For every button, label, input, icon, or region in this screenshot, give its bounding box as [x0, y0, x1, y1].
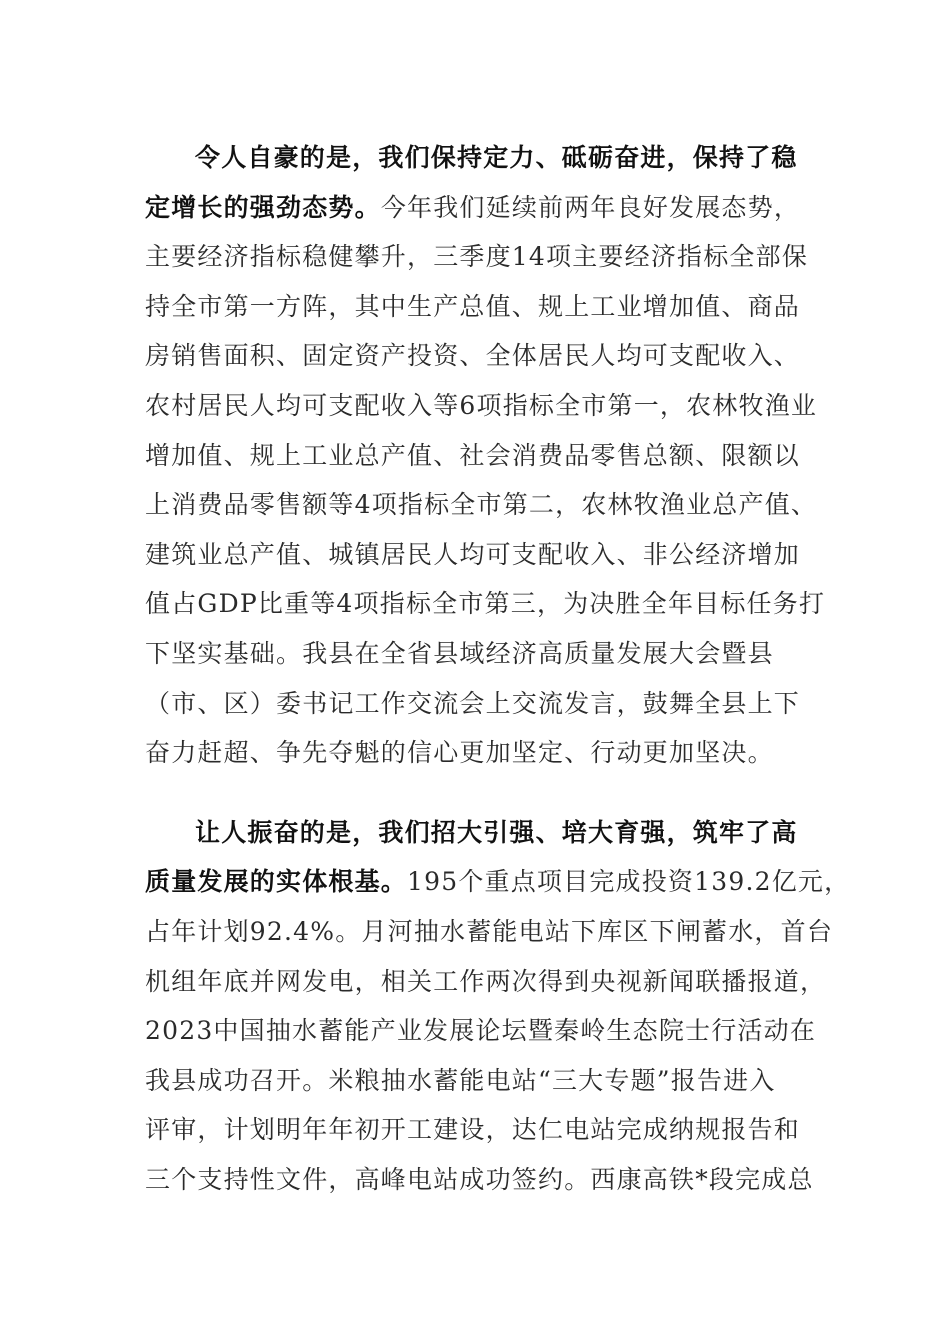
body-text: 持全市第一方阵，其中生产总值、规上工业增加值、商品	[145, 291, 801, 321]
text-line	[145, 1155, 815, 1205]
body-text: （市、区）委书记工作交流会上交流发言，鼓舞全县上下	[145, 688, 801, 718]
text-line	[145, 1006, 815, 1056]
body-text: 三个支持性文件，高峰电站成功签约。西康高铁*段完成总	[145, 1164, 814, 1194]
body-text: 195个重点项目完成投资139.2亿元，	[407, 867, 851, 897]
text-line	[145, 728, 815, 778]
text-line	[145, 579, 826, 629]
text-line	[145, 957, 827, 1007]
text-line	[145, 232, 815, 282]
paragraph	[145, 808, 851, 1205]
body-text: 值占GDP比重等4项指标全市第三，为决胜全年目标任务打	[145, 589, 826, 619]
text-line	[145, 857, 851, 907]
text-line	[145, 629, 815, 679]
bold-heading-text: 让人振奋的是，我们招大引强、培大育强，筑牢了高	[195, 817, 798, 847]
text-line	[145, 679, 815, 729]
text-line	[145, 133, 815, 183]
text-line	[145, 1105, 815, 1155]
body-text: 下坚实基础。我县在全省县域经济高质量发展大会暨县	[145, 638, 774, 668]
body-text: 房销售面积、固定资产投资、全体居民人均可支配收入、	[145, 341, 801, 371]
text-line	[145, 1056, 815, 1106]
body-text: 奋力赶超、争先夺魁的信心更加坚定、行动更加坚决。	[145, 738, 774, 768]
text-line	[145, 282, 815, 332]
body-text: 农村居民人均可支配收入等6项指标全市第一，农林牧渔业	[145, 390, 818, 420]
paragraph	[145, 133, 826, 778]
text-line	[145, 907, 834, 957]
bold-heading-text: 令人自豪的是，我们保持定力、砥砺奋进，保持了稳	[195, 143, 798, 172]
text-line	[145, 530, 815, 580]
body-text: 建筑业总产值、城镇居民人均可支配收入、非公经济增加	[145, 539, 801, 569]
body-text: 我县成功召开。米粮抽水蓄能电站“三大专题”报告进入	[145, 1065, 776, 1095]
text-line	[145, 381, 818, 431]
text-line	[145, 431, 815, 481]
body-text: 今年我们延续前两年良好发展态势，	[380, 192, 801, 222]
body-text: 主要经济指标稳健攀升，三季度14项主要经济指标全部保	[145, 242, 809, 272]
document-page	[145, 133, 851, 1234]
text-line	[145, 808, 815, 858]
body-text: 2023中国抽水蓄能产业发展论坛暨秦岭生态院士行活动在	[145, 1016, 817, 1046]
text-line	[145, 480, 818, 530]
body-text: 增加值、规上工业总产值、社会消费品零售总额、限额以	[145, 440, 801, 470]
body-text: 评审，计划明年年初开工建设，达仁电站完成纳规报告和	[145, 1115, 801, 1145]
bold-heading-text: 定增长的强劲态势。	[145, 192, 381, 222]
body-text: 占年计划92.4%。月河抽水蓄能电站下库区下闸蓄水，首台	[145, 916, 834, 946]
text-line	[145, 331, 815, 381]
text-line	[145, 183, 815, 233]
body-text: 上消费品零售额等4项指标全市第二，农林牧渔业总产值、	[145, 490, 818, 520]
body-text: 机组年底并网发电，相关工作两次得到央视新闻联播报道，	[145, 966, 827, 996]
bold-heading-text: 质量发展的实体根基。	[145, 867, 408, 897]
